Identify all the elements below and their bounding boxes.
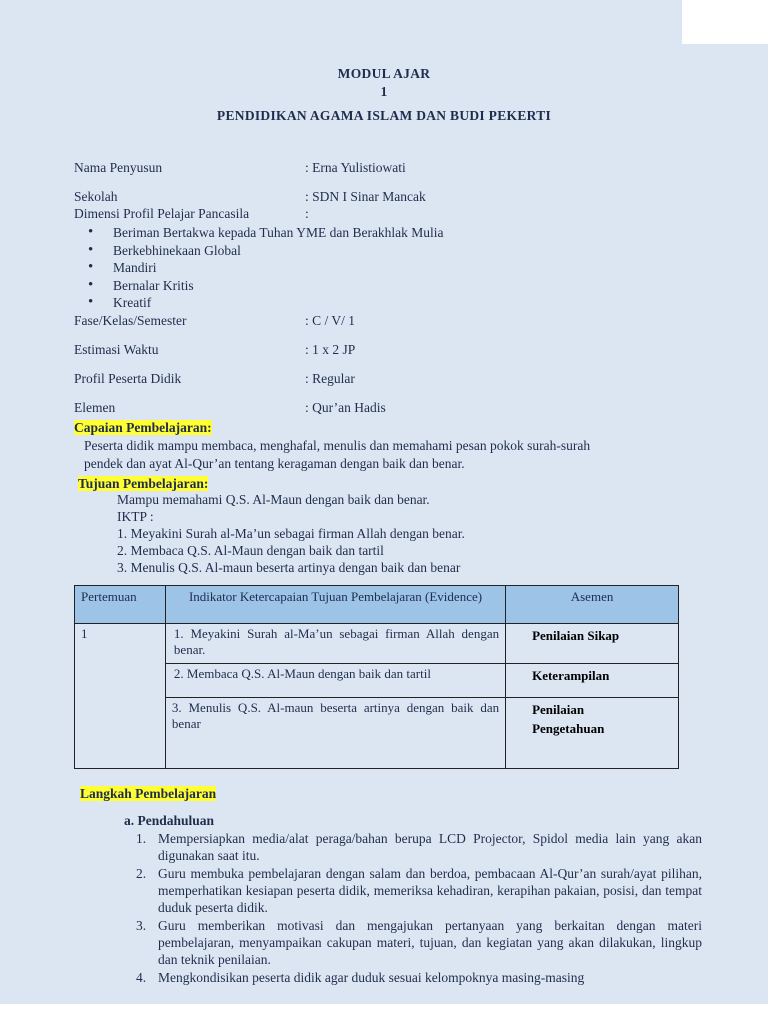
table-header-row (75, 586, 679, 624)
table-row (75, 624, 679, 664)
header-pertemuan: Pertemuan (75, 586, 166, 624)
capaian-line1: Peserta didik mampu membaca, menghafal, menulis dan memahami pesan pokok surah-surah (84, 438, 591, 453)
step-text: Guru memberikan motivasi dan mengajukan pertanyaan yang berkaitan dengan materi pembelajaran, menyampaikan cakupan materi, tujuan, dan kegiatan yang akan dilakukan, lingkup dan teknik penilaian. (158, 918, 702, 967)
table-row (75, 698, 679, 769)
header-asesmen: Asemen (506, 586, 679, 624)
step-number: 3. (136, 918, 147, 933)
iktp-item1: 1. Meyakini Surah al-Ma’un sebagai firman Allah dengan benar. (117, 526, 465, 541)
asesmen-cell: Penilaian Pengetahuan (506, 698, 679, 769)
list-item: • Bernalar Kritis (88, 277, 444, 295)
elemen-label: Elemen (74, 400, 116, 415)
header-indikator: Indikator Ketercapaian Tujuan Pembelajaran (Evidence) (165, 586, 505, 624)
list-item (136, 969, 702, 986)
fase-value: : C / V/ 1 (305, 313, 356, 328)
waktu-value: : 1 x 2 JP (305, 342, 356, 357)
list-item (136, 830, 702, 864)
profil-value: : Regular (305, 371, 355, 386)
penyusun-value: : Erna Yulistiowati (305, 160, 406, 175)
elemen-value: : Qur’an Hadis (305, 400, 386, 415)
fase-label: Fase/Kelas/Semester (74, 313, 187, 328)
list-item (136, 917, 702, 968)
indikator-cell: 2. Membaca Q.S. Al-Maun dengan baik dan tartil (165, 664, 505, 698)
dimensi-value: : (305, 206, 309, 221)
capaian-heading: Capaian Pembelajaran: (74, 420, 212, 435)
indikator-table (74, 585, 679, 769)
dimensi-list (88, 224, 444, 312)
title-line1: MODUL AJAR (337, 66, 431, 81)
tujuan-line1: Mampu memahami Q.S. Al-Maun dengan baik dan benar. (117, 492, 430, 507)
pendahuluan-heading: a. Pendahuluan (124, 813, 215, 828)
step-text: Mengkondisikan peserta didik agar duduk sesuai kelompoknya masing-masing (158, 970, 585, 985)
bottom-margin (0, 1004, 768, 1024)
title-line2: 1 (380, 84, 388, 99)
langkah-heading: Langkah Pembelajaran (80, 786, 217, 801)
penyusun-label: Nama Penyusun (74, 160, 163, 175)
list-item (136, 865, 702, 916)
table-row (75, 664, 679, 698)
step-number: 1. (136, 831, 147, 846)
iktp-item2: 2. Membaca Q.S. Al-Maun dengan baik dan tartil (117, 543, 384, 558)
list-item: • Beriman Bertakwa kepada Tuhan YME dan Berakhlak Mulia (88, 224, 444, 242)
top-margin (0, 0, 682, 44)
steps-list (136, 830, 702, 987)
sekolah-value: : SDN I Sinar Mancak (305, 189, 426, 204)
sekolah-label: Sekolah (74, 189, 118, 204)
step-text: Guru membuka pembelajaran dengan salam dan berdoa, pembacaan Al-Qur’an surah/ayat pilihan, memperhatikan kesiapan peserta didik, memeriksa kehadiran, kerapihan pakaian, posisi, dan tempat duduk peserta didik. (158, 866, 702, 915)
tujuan-heading: Tujuan Pembelajaran: (78, 476, 209, 491)
list-item: • Berkebhinekaan Global (88, 242, 444, 260)
iktp-item3: 3. Menulis Q.S. Al-maun beserta artinya dengan baik dan benar (117, 560, 461, 575)
page-corner (682, 0, 768, 44)
indikator-cell: 3. Menulis Q.S. Al-maun beserta artinya dengan baik dan benar (165, 698, 505, 769)
asesmen-cell: Keterampilan (506, 664, 679, 698)
subtitle: PENDIDIKAN AGAMA ISLAM DAN BUDI PEKERTI (216, 108, 552, 123)
asesmen-cell: Penilaian Sikap (506, 624, 679, 664)
list-item: • Kreatif (88, 294, 444, 312)
list-item: • Mandiri (88, 259, 444, 277)
profil-label: Profil Peserta Didik (74, 371, 182, 386)
step-number: 2. (136, 866, 147, 881)
capaian-line2: pendek dan ayat Al-Qur’an tentang keragaman dengan baik dan benar. (84, 456, 465, 471)
step-number: 4. (136, 970, 147, 985)
indikator-cell: 1. Meyakini Surah al-Ma’un sebagai firman Allah dengan benar. (165, 624, 505, 664)
step-text: Mempersiapkan media/alat peraga/bahan berupa LCD Projector, Spidol media lain yang akan digunakan saat itu. (158, 831, 702, 863)
pertemuan-cell: 1 (75, 624, 166, 769)
waktu-label: Estimasi Waktu (74, 342, 159, 357)
dimensi-label: Dimensi Profil Pelajar Pancasila (74, 206, 250, 221)
iktp-label: IKTP : (117, 509, 154, 524)
